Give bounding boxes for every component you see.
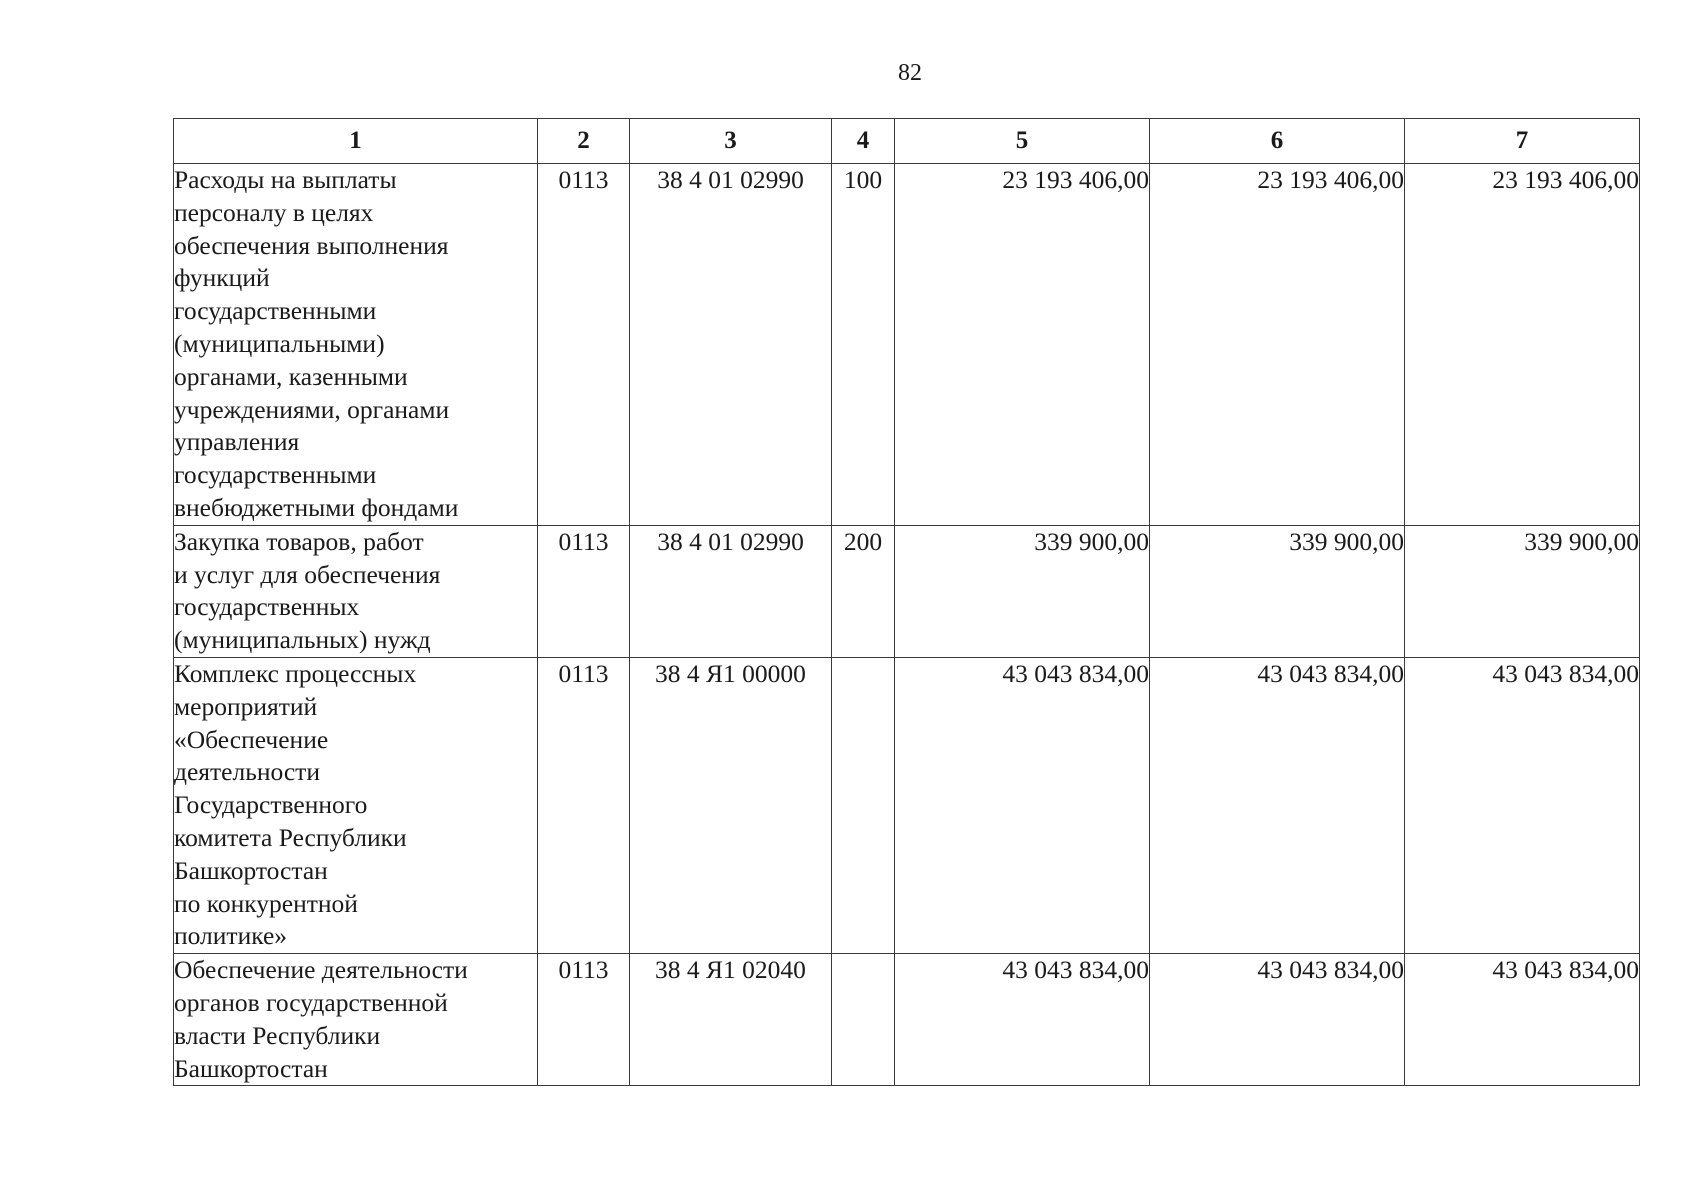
row-name-line: государственных bbox=[174, 592, 360, 622]
row-name-line: органов государственной bbox=[174, 987, 448, 1017]
row-name-line: комитета Республики bbox=[174, 822, 407, 852]
expense-type-cell: 100 bbox=[832, 164, 895, 526]
table-row bbox=[174, 525, 1640, 657]
amount-col7-cell: 339 900,00 bbox=[1405, 525, 1640, 657]
row-name-line: деятельности bbox=[174, 757, 320, 787]
row-name-line: внебюджетными фондами bbox=[174, 492, 459, 522]
page-number: 82 bbox=[898, 60, 922, 86]
amount-col7-cell: 43 043 834,00 bbox=[1405, 954, 1640, 1086]
row-name-line: персоналу в целях bbox=[174, 197, 374, 227]
target-article-cell: 38 4 01 02990 bbox=[630, 164, 832, 526]
target-article-cell: 38 4 01 02990 bbox=[630, 525, 832, 657]
header-col-6: 6 bbox=[1150, 119, 1405, 164]
table-row bbox=[174, 954, 1640, 1086]
amount-col5-cell: 23 193 406,00 bbox=[895, 164, 1150, 526]
section-code-cell: 0113 bbox=[538, 954, 630, 1086]
expense-type-cell bbox=[832, 954, 895, 1086]
amount-col7-cell: 43 043 834,00 bbox=[1405, 657, 1640, 953]
header-row bbox=[174, 119, 1640, 164]
row-name-line: Башкортостан bbox=[174, 1053, 328, 1083]
row-name-line: обеспечения выполнения bbox=[174, 230, 449, 260]
row-name-line: Комплекс процессных bbox=[174, 658, 417, 688]
row-name-line: мероприятий bbox=[174, 691, 318, 721]
amount-col5-cell: 43 043 834,00 bbox=[895, 954, 1150, 1086]
expense-type-cell bbox=[832, 657, 895, 953]
row-name-line: Закупка товаров, работ bbox=[174, 526, 424, 556]
section-code-cell: 0113 bbox=[538, 525, 630, 657]
section-code-cell: 0113 bbox=[538, 164, 630, 526]
target-article-cell: 38 4 Я1 02040 bbox=[630, 954, 832, 1086]
amount-col6-cell: 43 043 834,00 bbox=[1150, 954, 1405, 1086]
amount-col5-cell: 43 043 834,00 bbox=[895, 657, 1150, 953]
budget-table bbox=[173, 118, 1640, 1086]
expense-type-cell: 200 bbox=[832, 525, 895, 657]
amount-col5-cell: 339 900,00 bbox=[895, 525, 1150, 657]
row-name-cell bbox=[174, 525, 538, 657]
row-name-line: Расходы на выплаты bbox=[174, 165, 397, 194]
amount-col6-cell: 339 900,00 bbox=[1150, 525, 1405, 657]
row-name-cell bbox=[174, 657, 538, 953]
row-name-line: и услуг для обеспечения bbox=[174, 559, 441, 589]
row-name-line: учреждениями, органами bbox=[174, 394, 450, 424]
row-name-line: власти Республики bbox=[174, 1020, 381, 1050]
row-name-line: (муниципальных) нужд bbox=[174, 625, 431, 655]
header-col-1: 1 bbox=[174, 119, 538, 164]
row-name-line: государственными bbox=[174, 296, 377, 326]
amount-col6-cell: 23 193 406,00 bbox=[1150, 164, 1405, 526]
row-name-line: Государственного bbox=[174, 790, 368, 820]
row-name-line: органами, казенными bbox=[174, 361, 408, 391]
row-name-line: Обеспечение деятельности bbox=[174, 955, 468, 985]
target-article-cell: 38 4 Я1 00000 bbox=[630, 657, 832, 953]
header-col-3: 3 bbox=[630, 119, 832, 164]
table-row bbox=[174, 657, 1640, 953]
table-row bbox=[174, 164, 1640, 526]
row-name-line: функций bbox=[174, 263, 270, 293]
header-col-2: 2 bbox=[538, 119, 630, 164]
row-name-line: Башкортостан bbox=[174, 855, 328, 885]
row-name-line: (муниципальными) bbox=[174, 328, 385, 358]
section-code-cell: 0113 bbox=[538, 657, 630, 953]
amount-col7-cell: 23 193 406,00 bbox=[1405, 164, 1640, 526]
row-name-line: «Обеспечение bbox=[174, 724, 329, 754]
row-name-line: управления bbox=[174, 427, 300, 457]
row-name-line: по конкурентной bbox=[174, 888, 358, 918]
row-name-cell bbox=[174, 164, 538, 526]
row-name-line: государственными bbox=[174, 460, 377, 490]
row-name-line: политике» bbox=[174, 921, 288, 951]
amount-col6-cell: 43 043 834,00 bbox=[1150, 657, 1405, 953]
header-col-4: 4 bbox=[832, 119, 895, 164]
row-name-cell bbox=[174, 954, 538, 1086]
header-col-7: 7 bbox=[1405, 119, 1640, 164]
header-col-5: 5 bbox=[895, 119, 1150, 164]
